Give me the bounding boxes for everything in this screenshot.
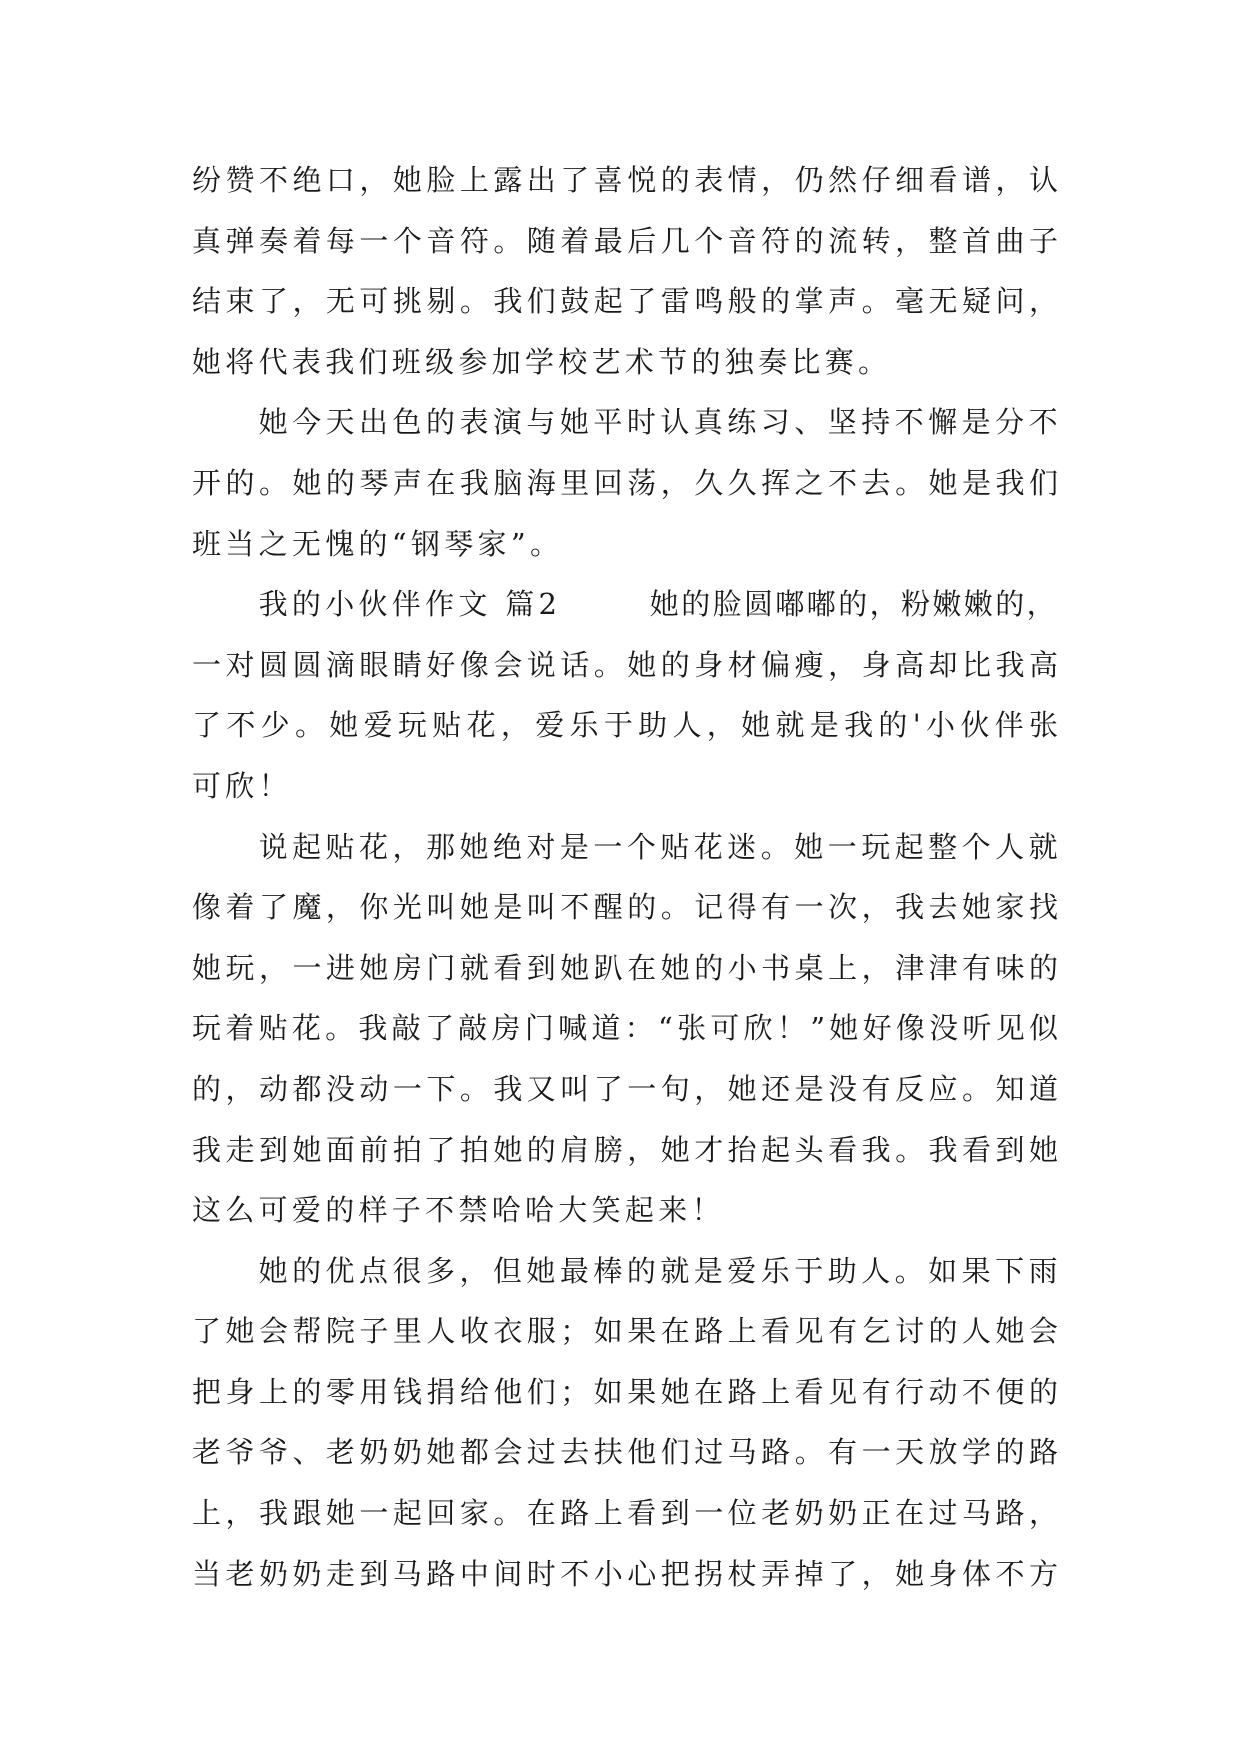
text-line: 结束了，无可挑剔。我们鼓起了雷鸣般的掌声。毫无疑问，	[192, 284, 1063, 319]
text-line: 纷赞不绝口，她脸上露出了喜悦的表情，仍然仔细看谱，认	[192, 163, 1063, 197]
text-line: 开的。她的琴声在我脑海里回荡，久久挥之不去。她是我们	[192, 465, 1063, 500]
heading-line	[259, 574, 1058, 635]
text-line-start: 她的脸圆嘟嘟的，粉嫩嫩的，	[649, 587, 1058, 622]
text-line: 了她会帮院子里人收衣服；如果在路上看见有乞讨的人她会	[192, 1314, 1063, 1349]
text-line: 班当之无愧的“钢琴家”。	[192, 526, 564, 561]
text-line: 把身上的零用钱捐给他们；如果她在路上看见有行动不便的	[192, 1374, 1063, 1409]
paragraph-5	[192, 1241, 1063, 1605]
text-line: 她玩，一进她房门就看到她趴在她的小书桌上，津津有味的	[192, 950, 1063, 985]
text-line: 当老奶奶走到马路中间时不小心把拐杖弄掉了，她身体不方	[192, 1556, 1063, 1591]
document-page	[192, 150, 1064, 1604]
text-line: 我走到她面前拍了拍她的肩膀，她才抬起头看我。我看到她	[192, 1132, 1063, 1167]
text-line: 玩着贴花。我敲了敲房门喊道：“张可欣！”她好像没听见似	[192, 1011, 1063, 1046]
text-line: 的，动都没动一下。我又叫了一句，她还是没有反应。知道	[192, 1071, 1063, 1106]
text-line: 可欣！	[192, 768, 292, 803]
text-line: 上，我跟她一起回家。在路上看到一位老奶奶正在过马路，	[192, 1496, 1063, 1531]
paragraph-3	[192, 574, 1064, 816]
text-line: 她的优点很多，但她最棒的就是爱乐于助人。如果下雨	[258, 1253, 1063, 1288]
text-line: 像着了魔，你光叫她是叫不醒的。记得有一次，我去她家找	[192, 890, 1063, 925]
paragraph-1	[192, 150, 1063, 392]
text-line: 真弹奏着每一个音符。随着最后几个音符的流转，整首曲子	[192, 223, 1063, 258]
paragraph-4	[192, 817, 1063, 1241]
text-line: 这么可爱的样子不禁哈哈大笑起来！	[192, 1193, 725, 1228]
text-line: 一对圆圆滴眼睛好像会说话。她的身材偏瘦，身高却比我高	[192, 647, 1063, 682]
text-line: 她将代表我们班级参加学校艺术节的独奏比赛。	[192, 344, 892, 379]
text-line: 了不少。她爱玩贴花，爱乐于助人，她就是我的'小伙伴张	[192, 708, 1064, 743]
section-heading: 我的小伙伴作文 篇2	[258, 587, 562, 622]
text-line: 老爷爷、老奶奶她都会过去扶他们过马路。有一天放学的路	[192, 1435, 1063, 1470]
paragraph-2	[192, 392, 1063, 574]
text-line: 她今天出色的表演与她平时认真练习、坚持不懈是分不	[258, 405, 1063, 440]
text-line: 说起贴花，那她绝对是一个贴花迷。她一玩起整个人就	[258, 829, 1063, 864]
